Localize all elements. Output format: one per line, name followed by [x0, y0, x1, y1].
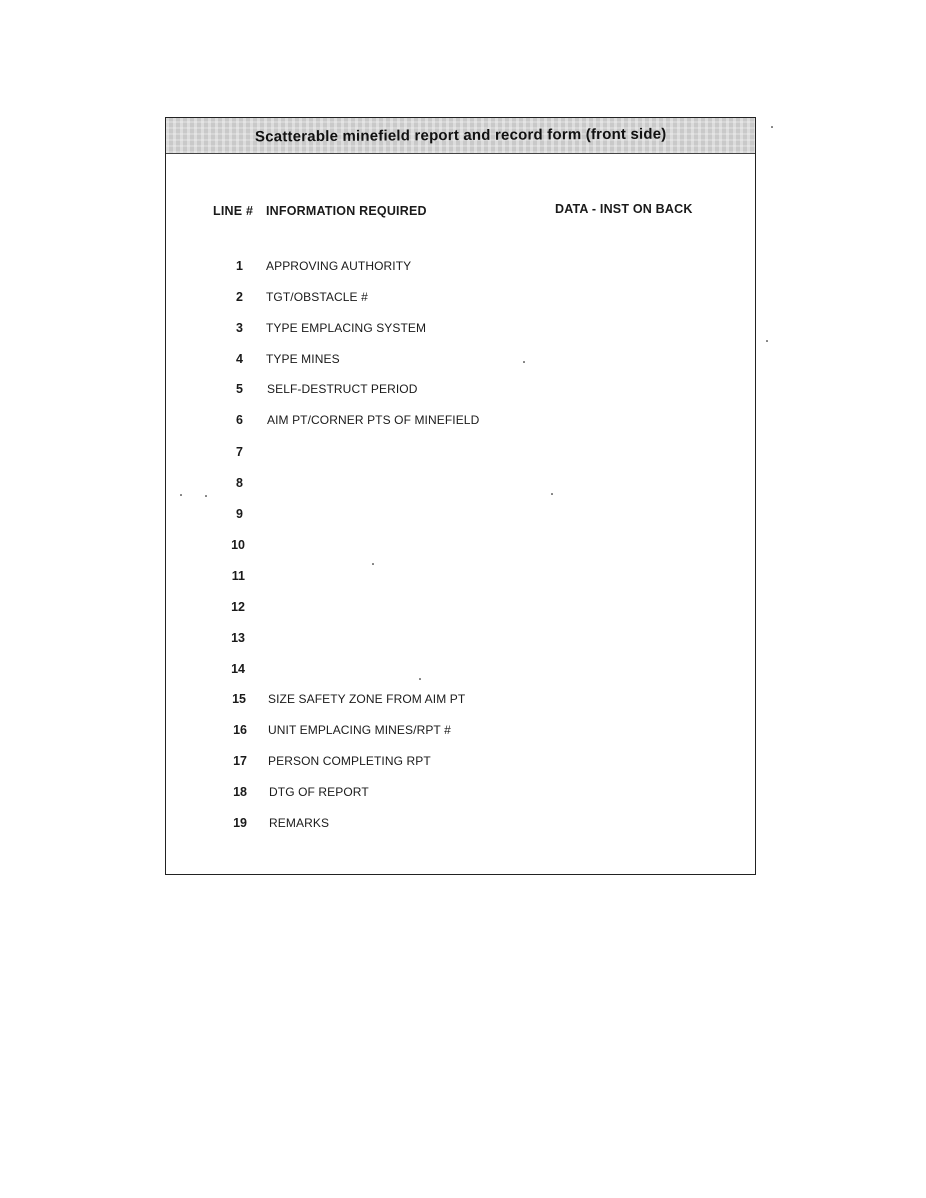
scan-speck: [771, 126, 773, 128]
scan-speck: [372, 563, 374, 565]
row-label: REMARKS: [269, 816, 330, 830]
row-label: SIZE SAFETY ZONE FROM AIM PT: [268, 692, 466, 706]
row-label: SELF-DESTRUCT PERIOD: [267, 382, 418, 396]
scan-speck: [205, 495, 207, 497]
row-number: 4: [236, 352, 243, 366]
form-row: [166, 413, 755, 433]
form-row: [166, 290, 755, 310]
row-number: 12: [231, 600, 245, 614]
form-row: [166, 352, 755, 372]
form-title: Scatterable minefield report and record form (front side): [254, 125, 667, 146]
form-row: [166, 569, 755, 589]
form-row: [166, 321, 755, 341]
row-label: TGT/OBSTACLE #: [266, 290, 368, 304]
row-label: DTG OF REPORT: [269, 785, 369, 799]
scan-speck: [523, 361, 525, 363]
row-label: AIM PT/CORNER PTS OF MINEFIELD: [267, 413, 480, 427]
form-row: [166, 785, 755, 805]
form-row: [166, 445, 755, 465]
header-line-number: LINE #: [213, 204, 254, 218]
form-row: [166, 692, 755, 712]
header-information-required: INFORMATION REQUIRED: [266, 204, 427, 218]
scan-speck: [551, 493, 553, 495]
scan-speck: [419, 678, 421, 680]
form-row: [166, 382, 755, 402]
form-row: [166, 662, 755, 682]
form-row: [166, 476, 755, 496]
form-row: [166, 816, 755, 836]
row-number: 6: [236, 413, 243, 427]
form-row: [166, 723, 755, 743]
form-row: [166, 600, 755, 620]
scan-speck: [766, 340, 768, 342]
row-number: 8: [236, 476, 243, 490]
row-number: 1: [236, 259, 243, 273]
row-label: APPROVING AUTHORITY: [266, 259, 412, 273]
row-number: 19: [233, 816, 247, 830]
header-data: DATA - INST ON BACK: [555, 202, 693, 216]
form-row: [166, 259, 755, 279]
row-label: TYPE MINES: [266, 352, 340, 366]
row-label: TYPE EMPLACING SYSTEM: [266, 321, 427, 335]
minefield-report-form: [165, 117, 756, 875]
row-label: UNIT EMPLACING MINES/RPT #: [268, 723, 451, 737]
form-row: [166, 754, 755, 774]
row-number: 17: [233, 754, 247, 768]
row-number: 13: [231, 631, 245, 645]
row-number: 9: [236, 507, 243, 521]
form-row: [166, 631, 755, 651]
row-number: 15: [232, 692, 246, 706]
row-number: 11: [231, 569, 245, 583]
scan-speck: [180, 494, 182, 496]
row-number: 5: [236, 382, 243, 396]
row-label: PERSON COMPLETING RPT: [268, 754, 431, 768]
form-row: [166, 538, 755, 558]
row-number: 14: [231, 662, 245, 676]
form-row: [166, 507, 755, 527]
row-number: 7: [236, 445, 243, 459]
row-number: 16: [233, 723, 247, 737]
row-number: 2: [236, 290, 243, 304]
row-number: 10: [231, 538, 245, 552]
row-number: 18: [233, 785, 247, 799]
row-number: 3: [236, 321, 243, 335]
form-title-bar: [166, 118, 755, 154]
